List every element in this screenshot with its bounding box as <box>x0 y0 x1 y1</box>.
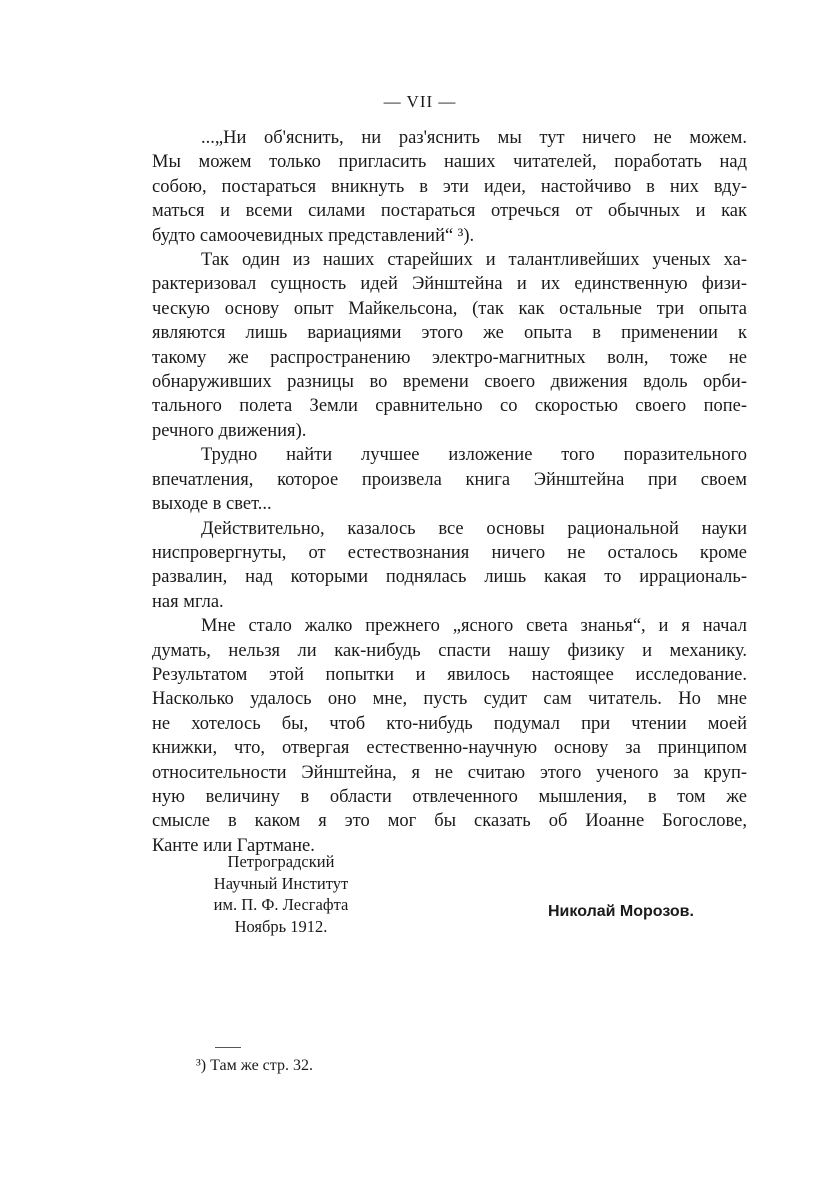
text-line: Результатом этой попытки и явилось настоящее исследование. <box>152 664 747 685</box>
signature-place-line: им. П. Ф. Лесгафта <box>213 895 349 914</box>
paragraph <box>152 443 747 516</box>
text-line: речного движения). <box>152 420 307 441</box>
signature-author: Николай Морозов. <box>548 903 694 920</box>
text-line: ческую основу опыт Майкельсона, (так как остальные три опыта <box>152 298 747 319</box>
text-line: не хотелось бы, чтоб кто-нибудь подумал при чтении моей <box>152 713 747 734</box>
signature-place-line: Научный Институт <box>213 873 349 893</box>
signature-place-line: Петроградский <box>227 852 335 871</box>
text-line: Мне стало жалко прежнего „ясного света знанья“, и я начал <box>201 616 747 637</box>
text-line: собою, постараться вникнуть в эти идеи, настойчиво в них вду- <box>152 176 747 197</box>
footnote-rule <box>215 1047 241 1048</box>
text-line: Так один из наших старейших и талантливейших ученых ха- <box>201 250 747 271</box>
signature-place <box>196 851 366 937</box>
text-line: ниспровергнуты, от естествознания ничего не осталось кроме <box>152 542 747 563</box>
text-line: обнаруживших разницы во времени своего движения вдоль орби- <box>152 372 747 393</box>
body-text <box>152 126 747 858</box>
text-line: развалин, над которыми поднялась лишь какая то иррациональ- <box>152 567 747 588</box>
text-line: выходе в свет... <box>152 494 272 515</box>
footnote <box>196 1057 313 1075</box>
text-line: относительности Эйнштейна, я не считаю этого ученого за круп- <box>152 762 747 783</box>
text-line: ную величину в области отвлеченного мышления, в том же <box>152 786 747 807</box>
text-line: смысле в каком я это мог бы сказать об Иоанне Богослове, <box>152 811 747 832</box>
text-line: такому же распространению электро-магнитных волн, тоже не <box>152 347 747 368</box>
text-line: рактеризовал сущность идей Эйнштейна и их единственную физи- <box>152 274 747 295</box>
footnote-text: Там же стр. 32. <box>210 1057 313 1074</box>
text-line: книжки, что, отвергая естественно-научную основу за принципом <box>152 738 747 759</box>
text-line: будто самоочевидных представлений“ ³). <box>152 225 475 246</box>
footnote-marker: ³) <box>196 1057 207 1074</box>
paragraph <box>152 126 747 248</box>
text-line: впечатления, которое произвела книга Эйнштейна при своем <box>152 469 747 490</box>
text-line: являются лишь вариациями этого же опыта в применении к <box>152 323 747 344</box>
text-line: Насколько удалось оно мне, пусть судит сам читатель. Но мне <box>152 689 747 710</box>
text-line: Канте или Гартмане. <box>152 835 315 856</box>
signature-place-line: Ноябрь 1912. <box>234 916 328 936</box>
page-number: — VII — <box>383 92 457 111</box>
text-line: ная мгла. <box>152 591 224 612</box>
text-line: думать, нельзя ли как-нибудь спасти нашу физику и механику. <box>152 640 747 661</box>
text-line: Действительно, казалось все основы рациональной науки <box>201 518 747 539</box>
text-line: ...„Ни об'яснить, ни раз'яснить мы тут ничего не можем. <box>201 128 747 148</box>
paragraph <box>152 614 747 858</box>
paragraph <box>152 248 747 443</box>
text-line: тального полета Земли сравнительно со скоростью своего попе- <box>152 396 747 417</box>
paragraph <box>152 517 747 615</box>
text-line: Мы можем только пригласить наших читателей, поработать над <box>152 152 747 173</box>
text-line: Трудно найти лучшее изложение того поразительного <box>201 445 747 466</box>
text-line: маться и всеми силами постараться отречься от обычных и как <box>152 201 747 222</box>
